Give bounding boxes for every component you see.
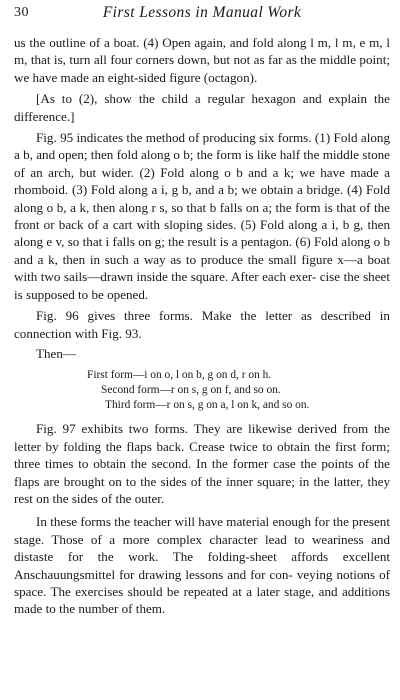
forms-list bbox=[87, 368, 390, 413]
text-line: In these forms the teacher will have material enough for bbox=[36, 514, 330, 530]
paragraph-fig-95 bbox=[14, 129, 390, 303]
book-page bbox=[14, 4, 390, 618]
text-line: veying notions of space. The exercises should be repeated bbox=[14, 566, 391, 599]
text-line: [As to (2), show the child a regular hexagon and explain bbox=[36, 91, 368, 107]
text-line: sides of the outer. bbox=[71, 490, 165, 506]
text-line: as far as the middle point; we have made an eight-sided bbox=[14, 52, 390, 85]
text-line: l m, l m, e m, l m, that is, turn all four corners down, but not bbox=[14, 35, 390, 68]
text-line: from the letter by folding the flaps back. Crease twice to bbox=[14, 421, 390, 454]
form-item-first: First form—i on o, l on b, g on d, r on h. bbox=[87, 369, 272, 382]
text-line: (3) Fold along a i, g b, and a b; we obtain a bridge. (4) bbox=[71, 182, 363, 198]
page-number: 30 bbox=[14, 5, 29, 20]
paragraph-boat-octagon bbox=[14, 34, 390, 86]
paragraph-teacher-material bbox=[14, 513, 390, 617]
text-line: the present stage. Those of a more complex character lead to bbox=[14, 514, 390, 547]
text-line: cise the sheet is supposed to be opened. bbox=[14, 269, 390, 302]
text-line: (2) Fold along o b and a k; we have made a rhomboid. bbox=[14, 164, 391, 198]
form-item-third: Third form—r on s, g on a, l on k, and so on. bbox=[105, 399, 310, 412]
text-line: figure (octagon). bbox=[169, 69, 258, 85]
text-line: Fig. 95 indicates the method of producing six forms. bbox=[36, 130, 312, 146]
text-line: us the outline of a boat. (4) Open again, and fold along bbox=[14, 35, 307, 50]
text-line: weariness and distaste for the work. The folding-sheet affords bbox=[14, 531, 390, 565]
paragraph-fig-96 bbox=[14, 307, 390, 342]
text-line: Fig. 96 gives three forms. Make the letter as described bbox=[36, 308, 371, 324]
text-line: at a later stage, and additions made to the number of them. bbox=[14, 583, 390, 617]
text-line: excellent Anschauungsmittel for drawing lessons and for con- bbox=[14, 549, 391, 582]
text-line: the difference.] bbox=[14, 91, 390, 124]
text-line: Fig. 97 exhibits two forms. They are likewise derived bbox=[36, 421, 337, 437]
text-line: with two sails—drawn inside the square. After each exer- bbox=[14, 269, 317, 285]
page-header bbox=[14, 4, 390, 26]
text-line: form is that of the front or back of a cart with sloping sides. bbox=[14, 199, 390, 233]
text-line: Then— bbox=[36, 345, 76, 361]
text-line: obtain the first form; three times to obtain the second. In bbox=[14, 438, 390, 472]
text-line: form is like half the middle stone of an arch, but wider. bbox=[14, 147, 390, 180]
text-line: (1) Fold along a b, and open; then fold along o b; the bbox=[14, 130, 390, 163]
text-line: in such a way as to produce the small figure x—a boat bbox=[89, 251, 390, 267]
text-line: sides of the inner square; in the latter, they rest on the bbox=[14, 473, 390, 506]
text-line: (5) Fold along a i, b g, then along e v, so that i falls on g; bbox=[14, 217, 391, 250]
text-line: in connection with Fig. 93. bbox=[14, 308, 390, 341]
form-item-second: Second form—r on s, g on f, and so on. bbox=[101, 384, 281, 397]
paragraph-then bbox=[14, 345, 390, 362]
text-line: the result is a pentagon. (6) Fold along o b and a k, then bbox=[14, 234, 390, 267]
text-line: the former case the points of the flaps are brought on to the bbox=[14, 456, 390, 489]
running-title: First Lessons in Manual Work bbox=[102, 4, 302, 21]
paragraph-fig-97 bbox=[14, 420, 390, 507]
paragraph-hexagon-note bbox=[14, 90, 390, 125]
text-line: Fold along o b, a k, then along r s, so that b falls on a; the bbox=[14, 182, 390, 215]
